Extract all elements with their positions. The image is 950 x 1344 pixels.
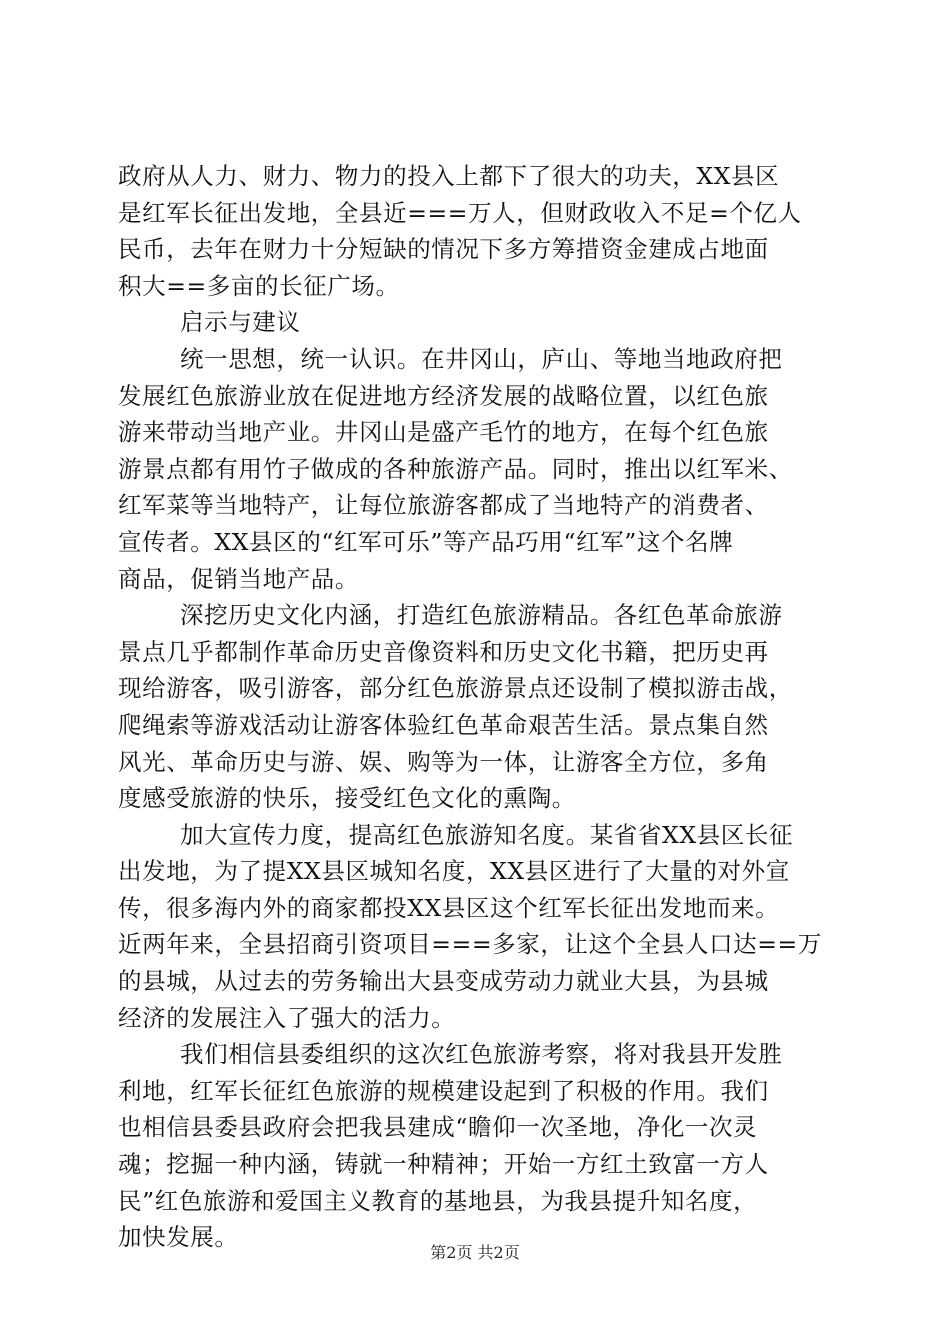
text-line: 民币，去年在财力十分短缺的情况下多方筹措资金建成占地面 bbox=[118, 235, 769, 264]
text-line: 魂；挖掘一种内涵，铸就一种精神；开始一方红土致富一方人 bbox=[118, 1150, 769, 1179]
text-line: 加快发展。 bbox=[118, 1223, 239, 1252]
paragraph-start: 我们相信县委组织的这次红色旅游考察，将对我县开发胜 bbox=[180, 1040, 783, 1069]
text-line: 商品，促销当地产品。 bbox=[118, 564, 359, 593]
page-footer bbox=[0, 1243, 950, 1263]
text-line: 红军菜等当地特产，让每位旅游客都成了当地特产的消费者、 bbox=[118, 491, 769, 520]
text-line: 利地，红军长征红色旅游的规模建设起到了积极的作用。我们 bbox=[118, 1076, 769, 1105]
paragraph-start: 深挖历史文化内涵，打造红色旅游精品。各红色革命旅游 bbox=[180, 601, 783, 630]
text-line: 传，很多海内外的商家都投XX县区这个红军长征出发地而来。 bbox=[118, 893, 780, 922]
text-line: 出发地，为了提XX县区城知名度，XX县区进行了大量的对外宣 bbox=[118, 857, 790, 886]
paragraph-start: 统一思想，统一认识。在井冈山，庐山、等地当地政府把 bbox=[180, 344, 783, 373]
text-line: 爬绳索等游戏活动让游客体验红色革命艰苦生活。景点集自然 bbox=[118, 710, 769, 739]
text-line: 发展红色旅游业放在促进地方经济发展的战略位置，以红色旅 bbox=[118, 381, 769, 410]
text-line: 政府从人力、财力、物力的投入上都下了很大的功夫，XX县区 bbox=[118, 162, 780, 190]
text-line: 也相信县委县政府会把我县建成“瞻仰一次圣地，净化一次灵 bbox=[118, 1113, 758, 1142]
text-line: 经济的发展注入了强大的活力。 bbox=[118, 1003, 456, 1032]
text-line: 现给游客，吸引游客，部分红色旅游景点还设制了模拟游击战， bbox=[118, 674, 793, 703]
page-number-label: 第2页 共2页 bbox=[430, 1243, 520, 1262]
text-line: 是红军长征出发地，全县近===万人，但财政收入不足=个亿人 bbox=[118, 198, 802, 227]
text-line: 游景点都有用竹子做成的各种旅游产品。同时，推出以红军米、 bbox=[118, 454, 793, 483]
document-body bbox=[118, 158, 832, 1256]
text-line: 游来带动当地产业。井冈山是盛产毛竹的地方，在每个红色旅 bbox=[118, 418, 769, 447]
text-line: 景点几乎都制作革命历史音像资料和历史文化书籍，把历史再 bbox=[118, 637, 769, 666]
text-line: 风光、革命历史与游、娱、购等为一体，让游客全方位，多角 bbox=[118, 747, 769, 776]
text-line: 的县城，从过去的劳务输出大县变成劳动力就业大县，为县城 bbox=[118, 967, 769, 996]
text-line: 民”红色旅游和爱国主义教育的基地县，为我县提升知名度， bbox=[118, 1186, 758, 1215]
text-line: 度感受旅游的快乐，接受红色文化的熏陶。 bbox=[118, 784, 576, 813]
text-line: 积大==多亩的长征广场。 bbox=[118, 271, 400, 300]
section-heading: 启示与建议 bbox=[180, 308, 301, 337]
text-line: 宣传者。XX县区的“红军可乐”等产品巧用“红军”这个名牌 bbox=[118, 527, 734, 556]
text-line: 近两年来，全县招商引资项目===多家，让这个全县人口达==万 bbox=[118, 930, 822, 959]
paragraph-start: 加大宣传力度，提高红色旅游知名度。某省省XX县区长征 bbox=[180, 820, 794, 849]
